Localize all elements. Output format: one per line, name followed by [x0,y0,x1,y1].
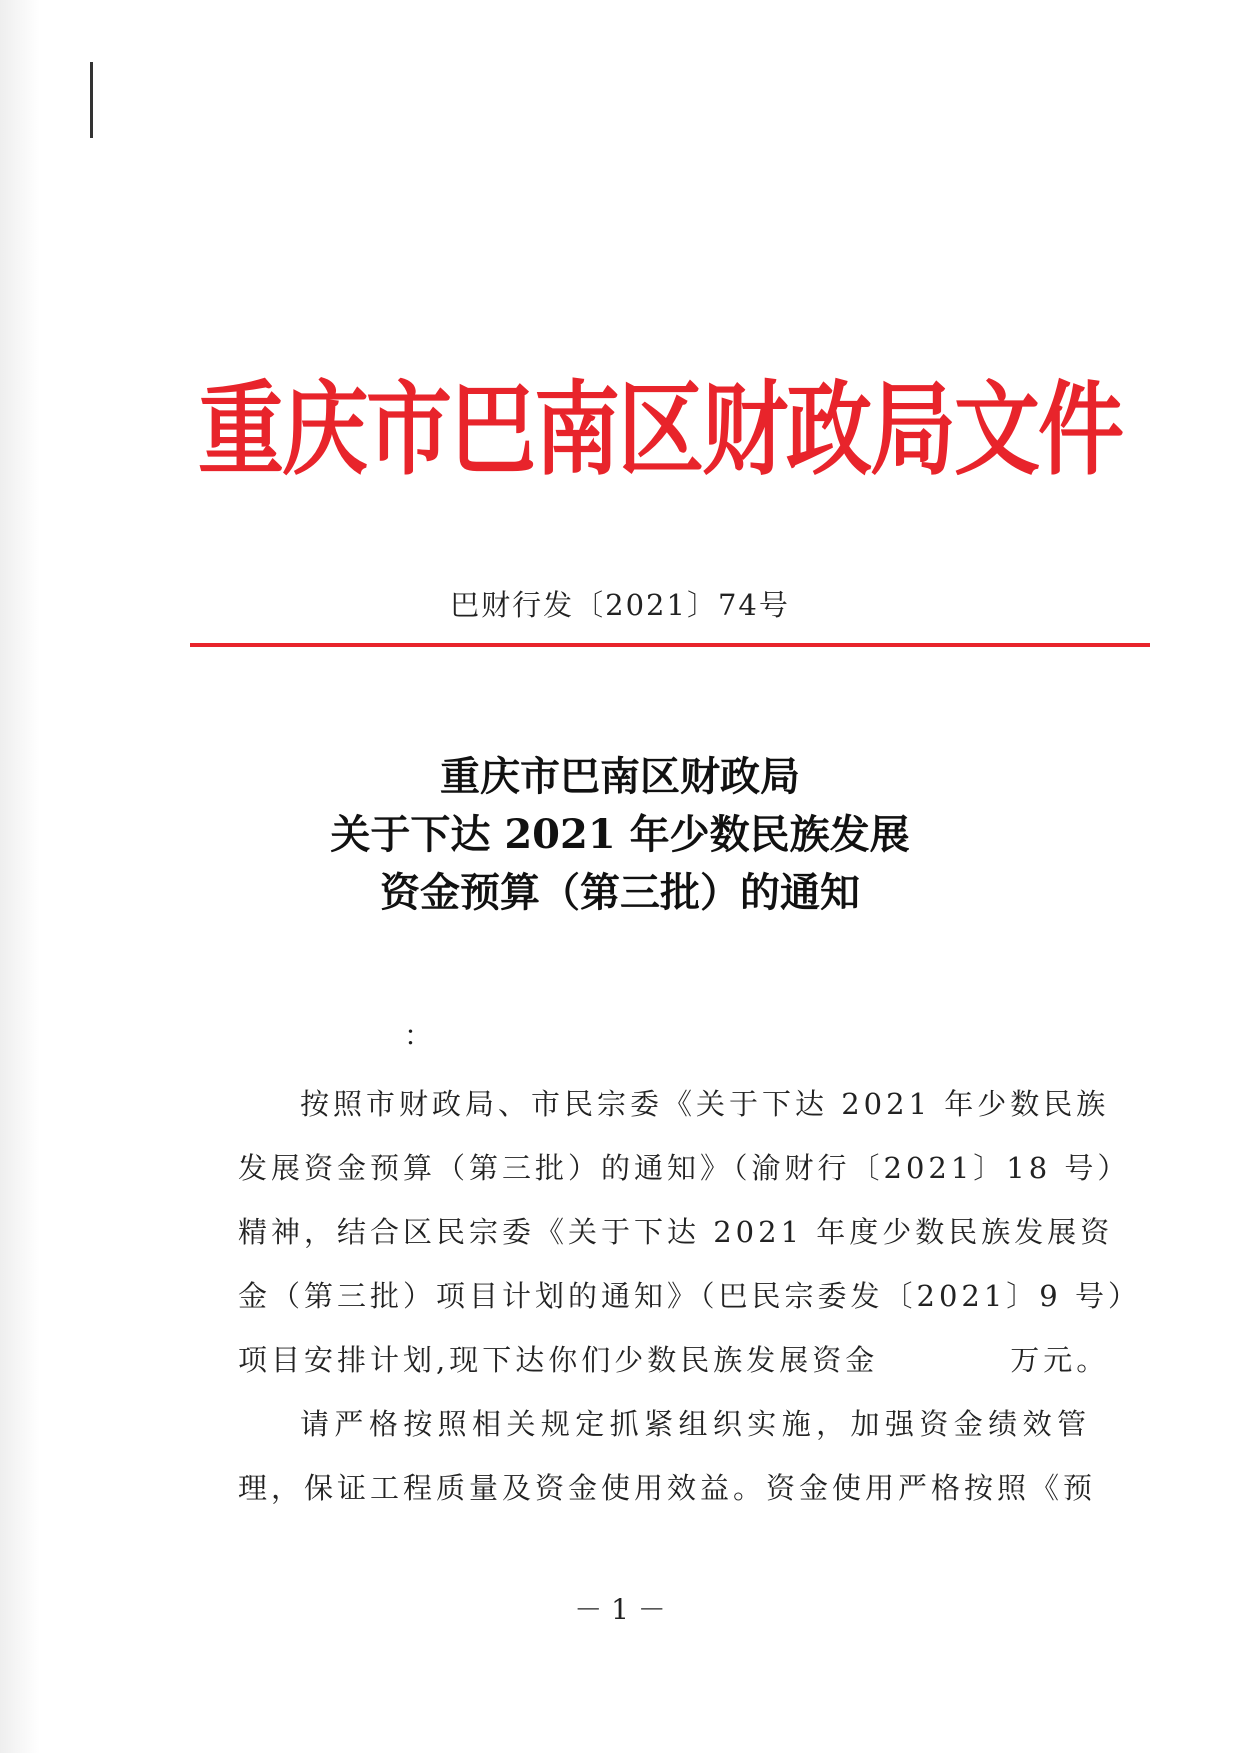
body-paragraph-2-line-2: 理，保证工程质量及资金使用效益。资金使用严格按照《预 [238,1471,1097,1505]
salutation: ： [404,1019,433,1052]
document-title [0,748,1240,922]
binding-mark [90,62,93,138]
title-line-1: 重庆市巴南区财政局 [440,753,800,800]
document-body [238,1072,1141,1520]
body-paragraph-2-line-1: 请严格按照相关规定抓紧组织实施，加强资金绩效管 [300,1407,1090,1441]
issuer-header-title: 重庆市巴南区财政局文件 [198,371,1122,490]
header-divider-line [190,643,1150,647]
title-line-3: 资金预算（第三批）的通知 [380,869,860,916]
body-paragraph-1-line-2: 发展资金预算（第三批）的通知》（渝财行〔2021〕18 号） [238,1151,1131,1185]
body-paragraph-1-line-4: 金（第三批）项目计划的通知》（巴民宗委发〔2021〕9 号） [238,1279,1141,1313]
body-paragraph-1-line-5: 项目安排计划,现下达你们少数民族发展资金 万元。 [238,1343,1110,1377]
document-number: 巴财行发〔2021〕74号 [450,588,790,622]
body-paragraph-1-line-1: 按照市财政局、市民宗委《关于下达 2021 年少数民族 [300,1087,1110,1121]
page-number: － 1 － [574,1593,666,1626]
title-line-2: 关于下达 2021 年少数民族发展 [330,811,910,858]
body-paragraph-1-line-3: 精神，结合区民宗委《关于下达 2021 年度少数民族发展资 [238,1215,1114,1249]
